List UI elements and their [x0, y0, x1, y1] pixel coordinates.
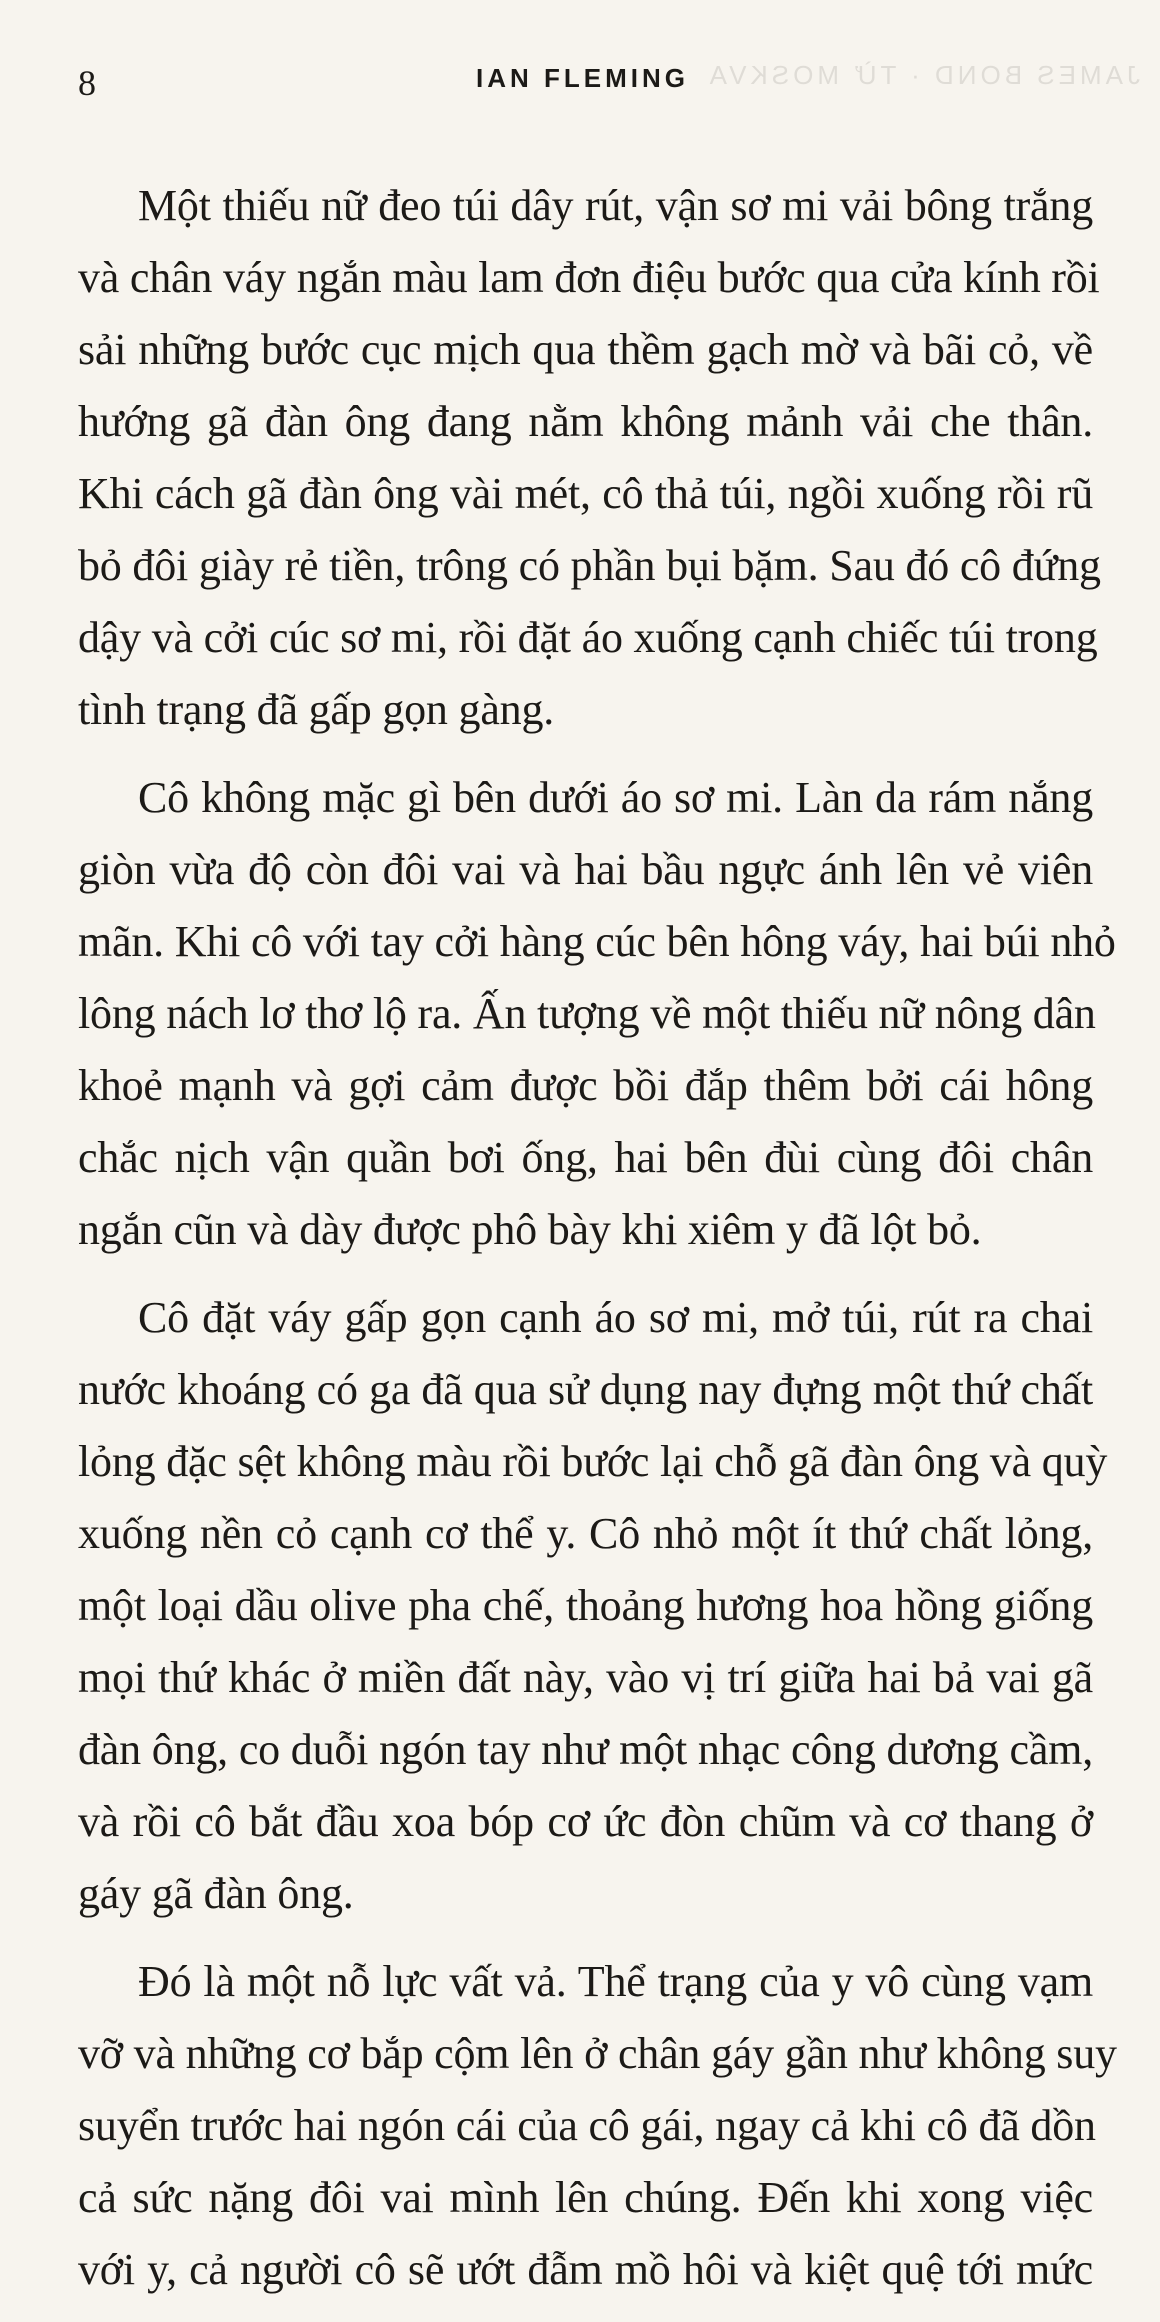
- text-line: một loại dầu olive pha chế, thoảng hương hoa hồng giống: [78, 1581, 1093, 1630]
- text-line: bỏ đôi giày rẻ tiền, trông có phần bụi bặm. Sau đó cô đứng: [78, 541, 1101, 590]
- text-line: mọi thứ khác ở miền đất này, vào vị trí giữa hai bả vai gã: [78, 1653, 1093, 1702]
- text-line: đàn ông, co duỗi ngón tay như một nhạc công dương cầm,: [78, 1725, 1093, 1774]
- body-text: [78, 170, 1117, 2322]
- text-line: với y, cả người cô sẽ ướt đẫm mồ hôi và kiệt quệ tới mức: [78, 2245, 1093, 2294]
- paragraph: [78, 1282, 1108, 1930]
- text-line: ngắn cũn và dày được phô bày khi xiêm y đã lột bỏ.: [78, 1205, 982, 1254]
- running-head-author: IAN FLEMING: [476, 63, 689, 93]
- text-line: xuống nền cỏ cạnh cơ thể y. Cô nhỏ một ít thứ chất lỏng,: [78, 1509, 1093, 1558]
- text-line: gáy gã đàn ông.: [78, 1869, 354, 1918]
- text-line: Cô không mặc gì bên dưới áo sơ mi. Làn da rám nắng: [138, 773, 1093, 822]
- text-line: vỡ và những cơ bắp cộm lên ở chân gáy gần như không suy: [78, 2029, 1117, 2078]
- text-line: suyển trước hai ngón cái của cô gái, ngay cả khi cô đã dồn: [78, 2101, 1096, 2150]
- text-line: và chân váy ngắn màu lam đơn điệu bước qua cửa kính rồi: [78, 253, 1100, 302]
- text-line: Một thiếu nữ đeo túi dây rút, vận sơ mi vải bông trắng: [138, 181, 1093, 230]
- text-line: giòn vừa độ còn đôi vai và hai bầu ngực ánh lên vẻ viên: [78, 845, 1093, 894]
- text-line: chắc nịch vận quần bơi ống, hai bên đùi cùng đôi chân: [78, 1133, 1093, 1182]
- text-line: Đó là một nỗ lực vất vả. Thể trạng của y vô cùng vạm: [138, 1957, 1093, 2006]
- text-line: lông nách lơ thơ lộ ra. Ấn tượng về một thiếu nữ nông dân: [78, 989, 1096, 1038]
- text-line: và rồi cô bắt đầu xoa bóp cơ ức đòn chũm và cơ thang ở: [78, 1797, 1093, 1846]
- text-line: Khi cách gã đàn ông vài mét, cô thả túi, ngồi xuống rồi rũ: [78, 469, 1093, 518]
- paragraph: [78, 170, 1101, 746]
- text-line: Cô đặt váy gấp gọn cạnh áo sơ mi, mở túi, rút ra chai: [138, 1293, 1093, 1342]
- paragraph: [78, 1946, 1117, 2306]
- text-line: cả sức nặng đôi vai mình lên chúng. Đến khi xong việc: [78, 2173, 1093, 2222]
- text-line: sải những bước cục mịch qua thềm gạch mờ và bãi cỏ, về: [78, 325, 1093, 374]
- page-number: 8: [78, 63, 96, 103]
- text-line: mãn. Khi cô với tay cởi hàng cúc bên hông váy, hai búi nhỏ: [78, 917, 1116, 966]
- text-line: tình trạng đã gấp gọn gàng.: [78, 685, 555, 734]
- bleed-through-header: JAMES BOND · TỪ MOSKVA: [705, 60, 1140, 90]
- text-line: nước khoáng có ga đã qua sử dụng nay đựng một thứ chất: [78, 1365, 1093, 1414]
- text-line: lỏng đặc sệt không màu rồi bước lại chỗ gã đàn ông và quỳ: [78, 1437, 1108, 1486]
- paragraph: [78, 762, 1116, 1266]
- page-header: [0, 0, 1160, 140]
- text-line: hướng gã đàn ông đang nằm không mảnh vải che thân.: [78, 397, 1093, 446]
- text-line: khoẻ mạnh và gợi cảm được bồi đắp thêm bởi cái hông: [78, 1061, 1093, 1110]
- text-line: dậy và cởi cúc sơ mi, rồi đặt áo xuống cạnh chiếc túi trong: [78, 613, 1098, 662]
